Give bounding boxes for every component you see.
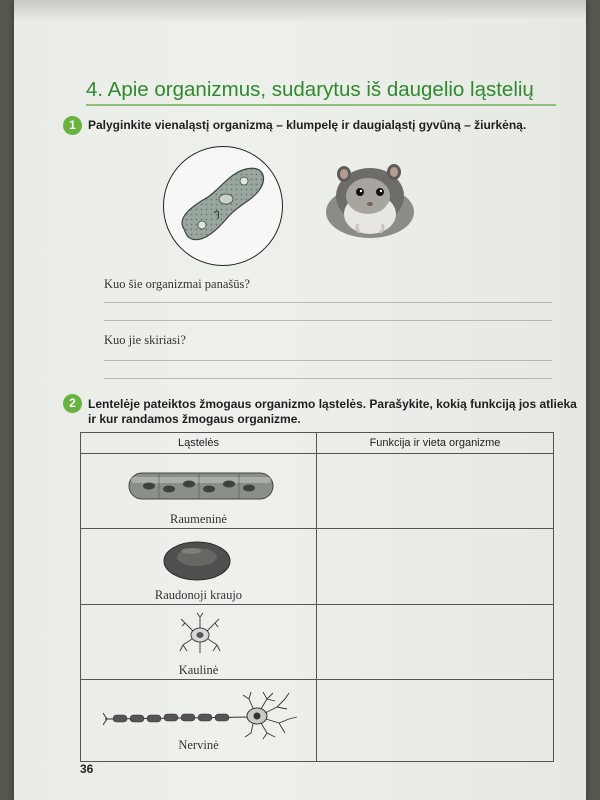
cell-label-red-blood: Raudonoji kraujo	[154, 588, 243, 602]
page-number: 36	[80, 762, 94, 776]
task-2-instruction-line-1: Lentelėje pateiktos žmogaus organizmo ląstelės. Parašykite, kokią funkciją jos atlieka	[88, 397, 577, 411]
answer-line	[104, 378, 552, 379]
bone-cell-icon	[177, 611, 223, 657]
title-underline	[86, 104, 556, 106]
nerve-cell-icon	[103, 689, 303, 741]
task-2-number-badge: 2	[63, 394, 82, 413]
cell-label-nerve: Nervinė	[178, 738, 219, 752]
question-differences: Kuo jie skiriasi?	[104, 333, 186, 347]
paramecium-illustration	[163, 146, 283, 266]
task-2-instruction-line-2: ir kur randamos žmogaus organizme.	[88, 412, 301, 426]
column-header-cells: Ląstelės	[178, 437, 219, 449]
answer-cell-red-blood[interactable]	[317, 529, 553, 604]
task-1-number-badge: 1	[63, 116, 82, 135]
answer-cell-nerve[interactable]	[317, 680, 553, 762]
answer-line	[104, 360, 552, 361]
question-similarities: Kuo šie organizmai panašūs?	[104, 277, 250, 291]
page-top-shadow	[14, 0, 586, 22]
answer-cell-muscle[interactable]	[317, 454, 553, 528]
red-blood-cell-icon	[161, 537, 233, 583]
workbook-page	[14, 0, 586, 800]
chapter-title: 4. Apie organizmus, sudarytus iš daugelio ląstelių	[86, 78, 534, 101]
cells-table	[80, 432, 554, 762]
task-1-instruction: Palyginkite vienaląstį organizmą – klumpelę ir daugialąstį gyvūną – žiurkėną.	[88, 118, 527, 132]
answer-line	[104, 320, 552, 321]
column-header-function: Funkcija ir vieta organizme	[369, 437, 501, 449]
answer-line	[104, 302, 552, 303]
hamster-illustration	[314, 152, 424, 242]
muscle-cell-icon	[125, 469, 277, 503]
answer-cell-bone[interactable]	[317, 605, 553, 679]
paramecium-icon	[164, 147, 282, 265]
cell-label-bone: Kaulinė	[178, 663, 219, 677]
cell-label-muscle: Raumeninė	[170, 512, 227, 526]
